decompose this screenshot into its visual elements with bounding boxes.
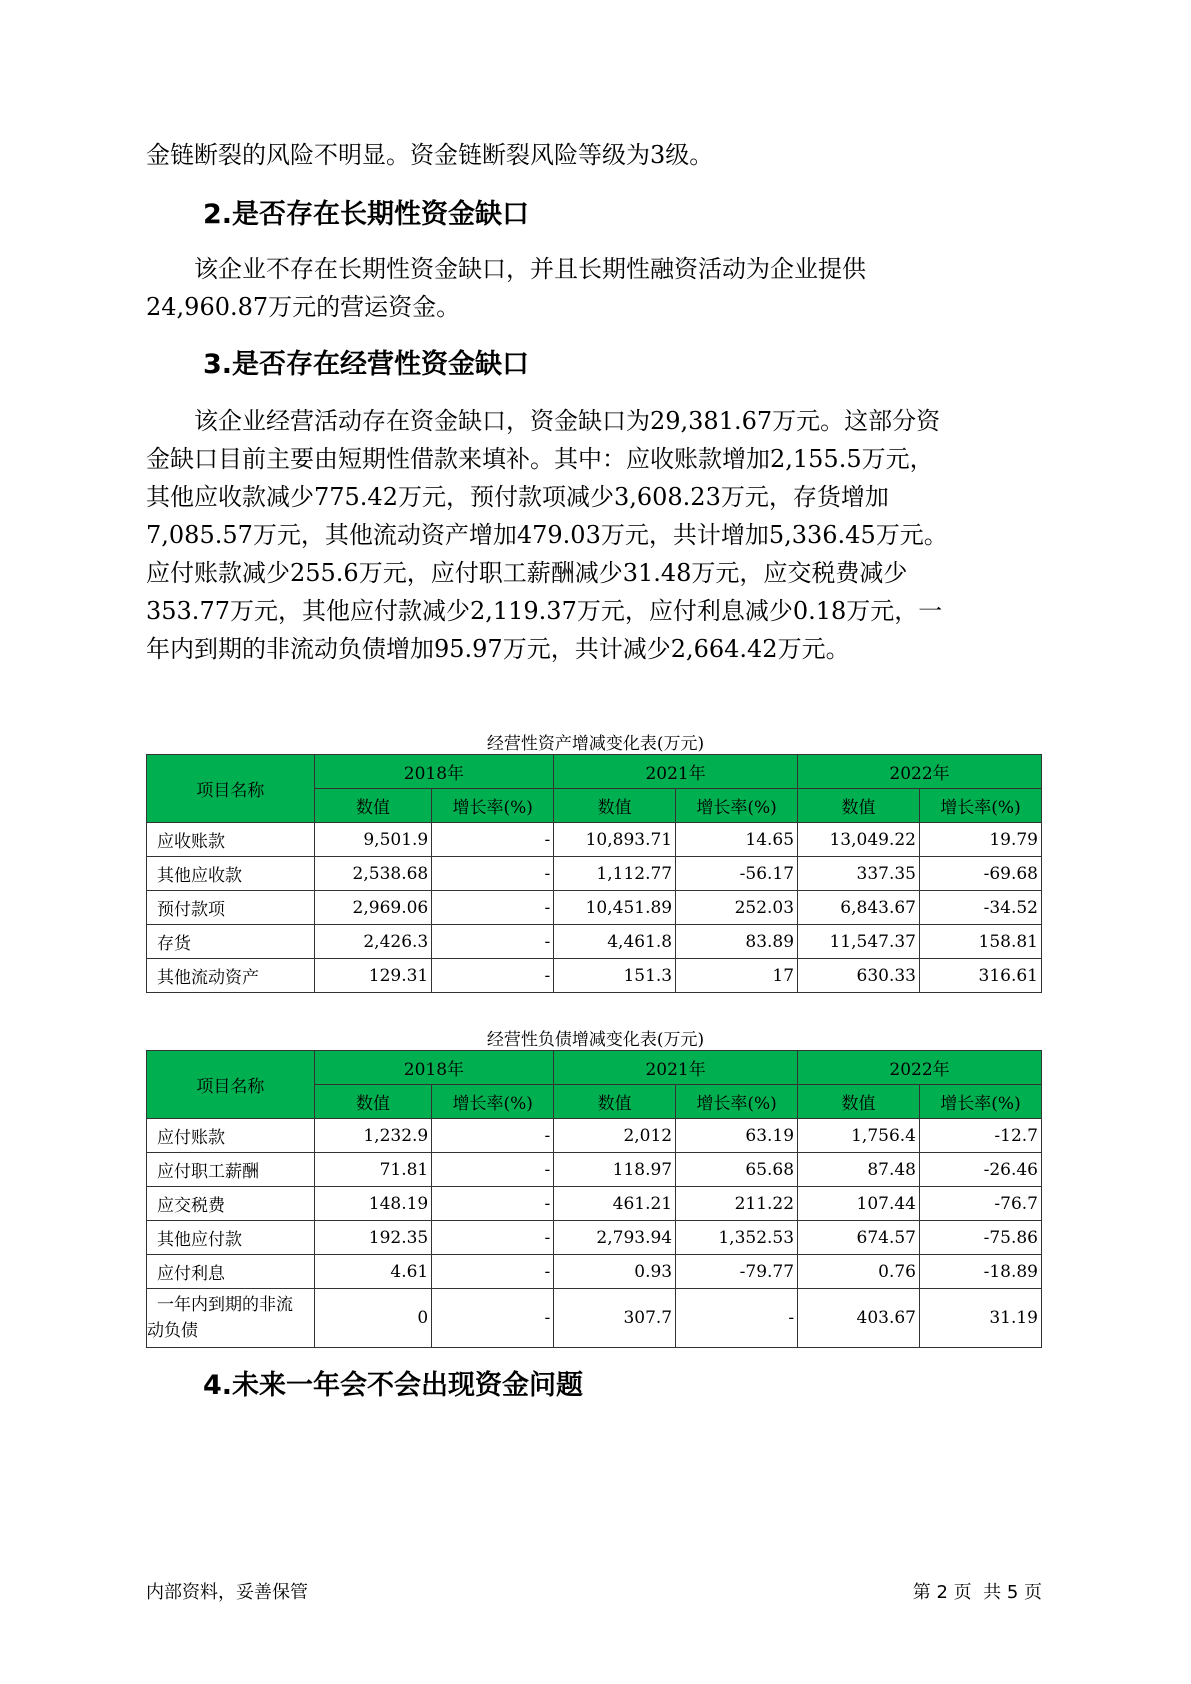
rate-cell: - <box>432 1119 554 1153</box>
value-cell: 129.31 <box>314 959 432 993</box>
rate-cell: 31.19 <box>920 1289 1042 1348</box>
value-header: 数值 <box>798 1085 920 1119</box>
paragraph-3 <box>146 402 1046 668</box>
row-label: 应交税费 <box>147 1187 315 1221</box>
table-row <box>147 1119 1042 1153</box>
table-row <box>147 1221 1042 1255</box>
year-header: 2018年 <box>314 1051 554 1085</box>
heading-3: 3.是否存在经营性资金缺口 <box>203 349 530 380</box>
rate-header: 增长率(%) <box>676 789 798 823</box>
value-cell: 10,451.89 <box>554 891 676 925</box>
value-cell: 307.7 <box>554 1289 676 1348</box>
item-name-header: 项目名称 <box>147 755 315 823</box>
value-cell: 630.33 <box>798 959 920 993</box>
rate-cell: - <box>432 1187 554 1221</box>
rate-cell: 316.61 <box>920 959 1042 993</box>
value-cell: 71.81 <box>314 1153 432 1187</box>
rate-cell: - <box>432 823 554 857</box>
rate-cell: 65.68 <box>676 1153 798 1187</box>
rate-cell: 158.81 <box>920 925 1042 959</box>
table-row <box>147 1255 1042 1289</box>
row-label: 应付职工薪酬 <box>147 1153 315 1187</box>
year-header: 2022年 <box>798 755 1042 789</box>
rate-cell: -75.86 <box>920 1221 1042 1255</box>
value-cell: 148.19 <box>314 1187 432 1221</box>
row-label: 其他应收款 <box>147 857 315 891</box>
rate-cell: 252.03 <box>676 891 798 925</box>
rate-cell: - <box>432 1221 554 1255</box>
value-cell: 10,893.71 <box>554 823 676 857</box>
value-cell: 0.76 <box>798 1255 920 1289</box>
table-row <box>147 891 1042 925</box>
rate-cell: -69.68 <box>920 857 1042 891</box>
paragraph-3-line: 353.77万元，其他应付款减少2,119.37万元，应付利息减少0.18万元，一 <box>146 597 943 625</box>
row-label: 其他应付款 <box>147 1221 315 1255</box>
value-cell: 4,461.8 <box>554 925 676 959</box>
value-cell: 2,426.3 <box>314 925 432 959</box>
paragraph-3-line: 7,085.57万元，其他流动资产增加479.03万元，共计增加5,336.45万元。 <box>146 521 948 549</box>
rate-cell: 17 <box>676 959 798 993</box>
rate-header: 增长率(%) <box>432 789 554 823</box>
rate-cell: -79.77 <box>676 1255 798 1289</box>
row-label-line: 动负债 <box>147 1321 198 1341</box>
row-label: 应付利息 <box>147 1255 315 1289</box>
rate-cell: - <box>432 857 554 891</box>
paragraph-3-line: 年内到期的非流动负债增加95.97万元，共计减少2,664.42万元。 <box>146 635 850 663</box>
rate-cell: 14.65 <box>676 823 798 857</box>
value-cell: 2,969.06 <box>314 891 432 925</box>
paragraph-3-line: 该企业经营活动存在资金缺口，资金缺口为29,381.67万元。这部分资 <box>194 407 941 435</box>
value-cell: 403.67 <box>798 1289 920 1348</box>
item-name-header: 项目名称 <box>147 1051 315 1119</box>
row-label: 应付账款 <box>147 1119 315 1153</box>
value-cell: 6,843.67 <box>798 891 920 925</box>
value-cell: 461.21 <box>554 1187 676 1221</box>
rate-cell: 19.79 <box>920 823 1042 857</box>
paragraph-continuation: 金链断裂的风险不明显。资金链断裂风险等级为3级。 <box>146 141 714 169</box>
value-header: 数值 <box>554 789 676 823</box>
value-header: 数值 <box>798 789 920 823</box>
rate-cell: 83.89 <box>676 925 798 959</box>
rate-header: 增长率(%) <box>920 789 1042 823</box>
table-row <box>147 1187 1042 1221</box>
value-cell: 11,547.37 <box>798 925 920 959</box>
row-label: 存货 <box>147 925 315 959</box>
table-header-row <box>147 755 1042 789</box>
value-cell: 87.48 <box>798 1153 920 1187</box>
value-cell: 1,756.4 <box>798 1119 920 1153</box>
year-header: 2022年 <box>798 1051 1042 1085</box>
rate-cell: -26.46 <box>920 1153 1042 1187</box>
value-cell: 2,012 <box>554 1119 676 1153</box>
heading-4: 4.未来一年会不会出现资金问题 <box>203 1370 584 1401</box>
table-row <box>147 1153 1042 1187</box>
value-cell: 192.35 <box>314 1221 432 1255</box>
row-label-line: 一年内到期的非流 <box>157 1295 293 1315</box>
rate-cell: -76.7 <box>920 1187 1042 1221</box>
row-label: 预付款项 <box>147 891 315 925</box>
year-header: 2018年 <box>314 755 554 789</box>
liability-table-caption: 经营性负债增减变化表(万元) <box>486 1030 705 1050</box>
table-row <box>147 823 1042 857</box>
value-cell: 13,049.22 <box>798 823 920 857</box>
rate-cell: - <box>432 1153 554 1187</box>
value-cell: 2,538.68 <box>314 857 432 891</box>
value-cell: 674.57 <box>798 1221 920 1255</box>
paragraph-2 <box>146 250 1046 326</box>
rate-cell: -18.89 <box>920 1255 1042 1289</box>
table-row <box>147 857 1042 891</box>
paragraph-3-line: 其他应收款减少775.42万元，预付款项减少3,608.23万元，存货增加 <box>146 483 889 511</box>
rate-header: 增长率(%) <box>432 1085 554 1119</box>
value-cell: 4.61 <box>314 1255 432 1289</box>
value-header: 数值 <box>554 1085 676 1119</box>
paragraph-3-line: 应付账款减少255.6万元，应付职工薪酬减少31.48万元，应交税费减少 <box>146 559 908 587</box>
paragraph-2-line-2: 24,960.87万元的营运资金。 <box>146 293 461 321</box>
rate-cell: 211.22 <box>676 1187 798 1221</box>
value-header: 数值 <box>314 1085 432 1119</box>
footer-confidential-note: 内部资料，妥善保管 <box>146 1582 308 1603</box>
table-row <box>147 959 1042 993</box>
rate-cell: - <box>432 891 554 925</box>
paragraph-2-line-1: 该企业不存在长期性资金缺口，并且长期性融资活动为企业提供 <box>194 255 866 283</box>
asset-change-table <box>146 754 1042 993</box>
value-cell: 118.97 <box>554 1153 676 1187</box>
value-header: 数值 <box>314 789 432 823</box>
rate-cell: 63.19 <box>676 1119 798 1153</box>
value-cell: 337.35 <box>798 857 920 891</box>
rate-cell: - <box>432 1255 554 1289</box>
table-header-row <box>147 1051 1042 1085</box>
row-label <box>147 1289 315 1348</box>
rate-header: 增长率(%) <box>920 1085 1042 1119</box>
heading-2: 2.是否存在长期性资金缺口 <box>203 199 530 230</box>
value-cell: 9,501.9 <box>314 823 432 857</box>
row-label: 应收账款 <box>147 823 315 857</box>
value-cell: 0 <box>314 1289 432 1348</box>
rate-cell: 1,352.53 <box>676 1221 798 1255</box>
rate-cell: -56.17 <box>676 857 798 891</box>
footer-page-number: 第 2 页 共 5 页 <box>912 1582 1042 1603</box>
year-header: 2021年 <box>554 755 798 789</box>
value-cell: 107.44 <box>798 1187 920 1221</box>
year-header: 2021年 <box>554 1051 798 1085</box>
value-cell: 151.3 <box>554 959 676 993</box>
table-row <box>147 925 1042 959</box>
table-row <box>147 1289 1042 1348</box>
rate-cell: - <box>432 1289 554 1348</box>
paragraph-3-line: 金缺口目前主要由短期性借款来填补。其中：应收账款增加2,155.5万元， <box>146 445 934 473</box>
liability-change-table <box>146 1050 1042 1348</box>
rate-header: 增长率(%) <box>676 1085 798 1119</box>
rate-cell: -12.7 <box>920 1119 1042 1153</box>
asset-table-caption: 经营性资产增减变化表(万元) <box>486 734 705 754</box>
row-label: 其他流动资产 <box>147 959 315 993</box>
rate-cell: - <box>676 1289 798 1348</box>
rate-cell: - <box>432 959 554 993</box>
value-cell: 1,112.77 <box>554 857 676 891</box>
value-cell: 2,793.94 <box>554 1221 676 1255</box>
rate-cell: - <box>432 925 554 959</box>
value-cell: 1,232.9 <box>314 1119 432 1153</box>
rate-cell: -34.52 <box>920 891 1042 925</box>
value-cell: 0.93 <box>554 1255 676 1289</box>
